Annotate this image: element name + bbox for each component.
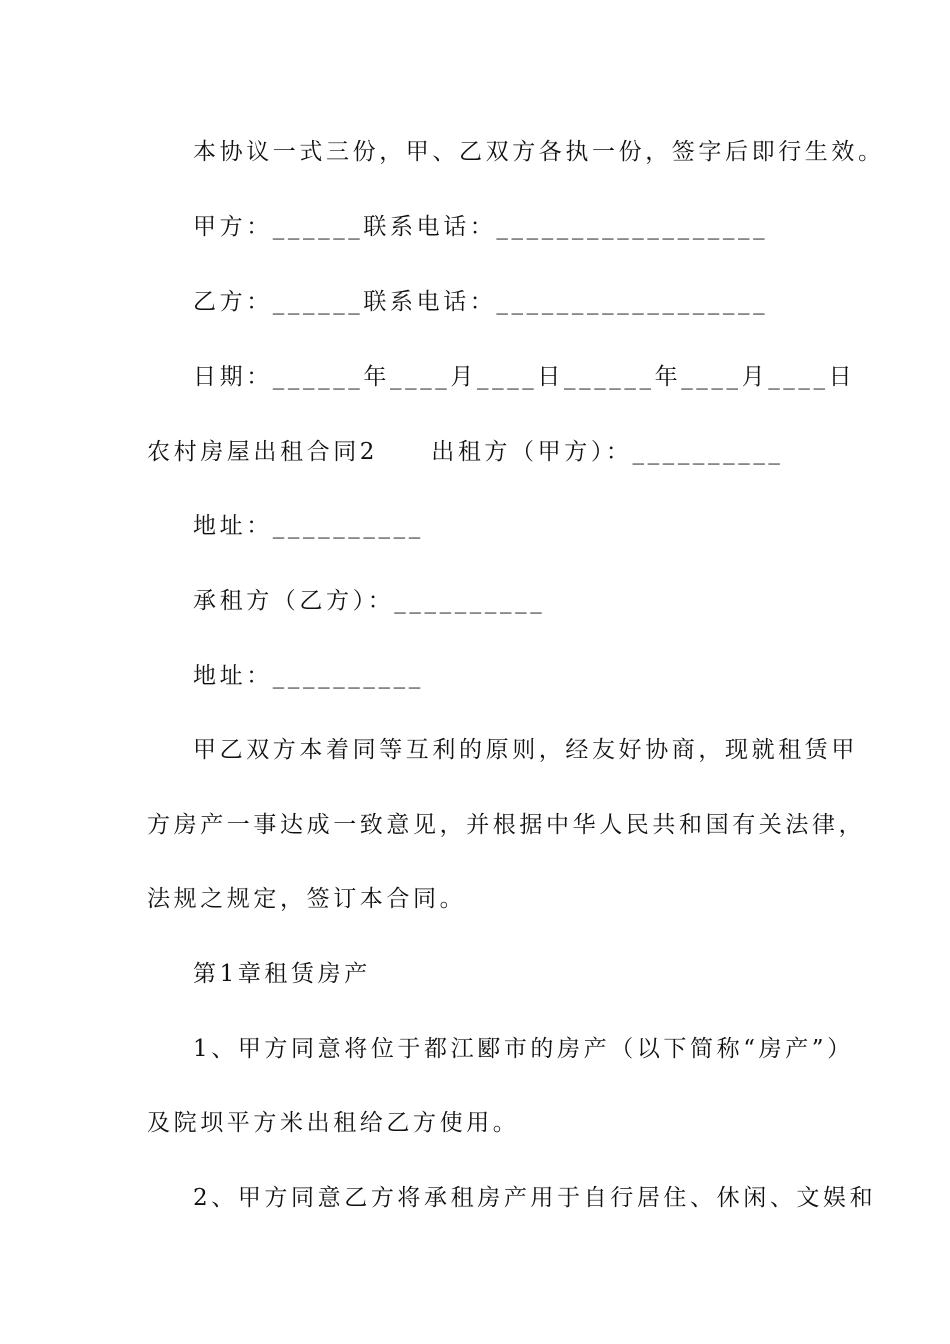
preamble-line-2: 方房产一事达成一致意见，并根据中华人民共和国有关法律， [147,812,866,838]
clause-2-line-1: 2、甲方同意乙方将承租房产用于自行居住、休闲、文娱和 [193,1185,877,1211]
paragraph-copies-clause: 本协议一式三份，甲、乙双方各执一份，签字后即行生效。 [193,139,885,165]
preamble-line-3: 法规之规定，签订本合同。 [147,886,467,912]
contract-title-lessor-line: 农村房屋出租合同2 出租方（甲方）：__________ [147,439,784,465]
clause-1-line-2: 及院坝平方米出租给乙方使用。 [147,1110,520,1136]
party-a-phone-line: 甲方：______联系电话：__________________ [193,214,769,240]
clause-1-line-1: 1、甲方同意将位于都江郾市的房产（以下简称“房产”） [193,1036,854,1062]
date-line: 日期：______年____月____日______年____月____日 [193,364,856,390]
party-b-phone-line: 乙方：______联系电话：__________________ [193,289,769,315]
lessee-line: 承租方（乙方）：__________ [193,588,546,614]
lessee-address-line: 地址：__________ [193,663,424,689]
preamble-line-1: 甲乙双方本着同等互利的原则，经友好协商，现就租赁甲 [193,737,858,763]
chapter-heading: 第1章租赁房产 [193,961,371,987]
lessor-address-line: 地址：__________ [193,513,424,539]
